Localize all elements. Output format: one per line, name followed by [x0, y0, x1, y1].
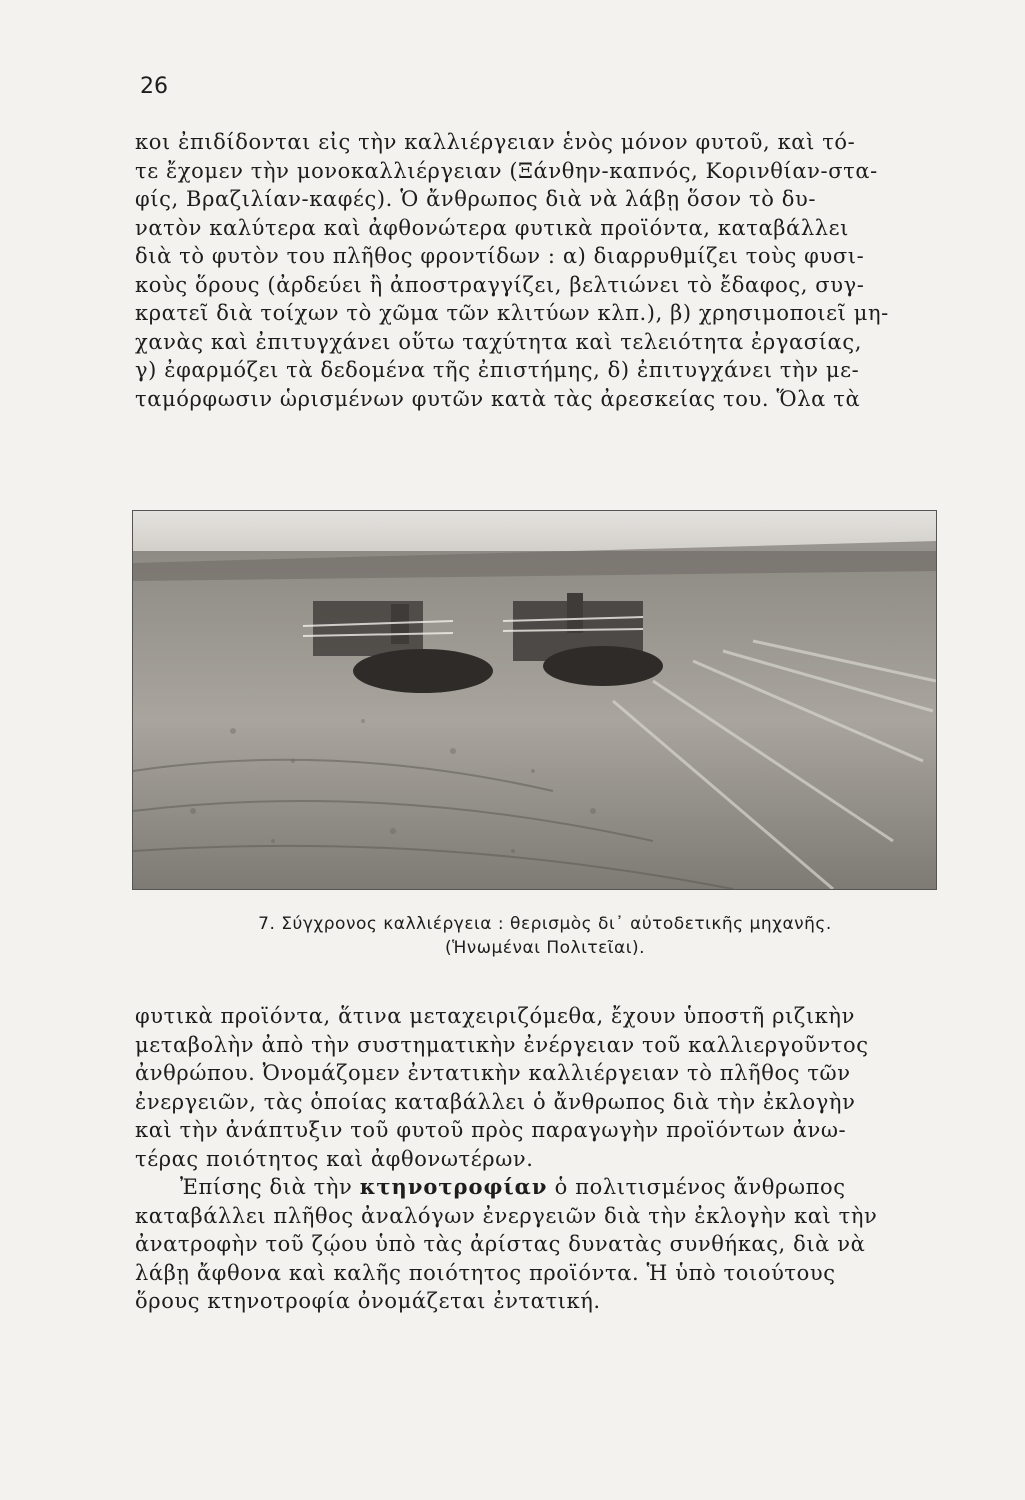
- text-line: καταβάλλει πλῆθος ἀναλόγων ἐνεργειῶν διὰ τὴν ἐκλογὴν καὶ τὴν: [135, 1203, 878, 1228]
- paragraph-intensive-cultivation: [135, 128, 955, 413]
- text-line: ἐνεργειῶν, τὰς ὁποίας καταβάλλει ὁ ἄνθρωπος διὰ τὴν ἐκλογὴν: [135, 1089, 856, 1114]
- text-fragment: Ἐπίσης διὰ τὴν: [180, 1175, 360, 1199]
- text-line: κοι ἐπιδίδονται εἰς τὴν καλλιέργειαν ἑνὸς μόνον φυτοῦ, καὶ τό-: [135, 130, 856, 154]
- text-line: φίς, Βραζιλίαν-καφές). Ὁ ἄνθρωπος διὰ νὰ λάβῃ ὅσον τὸ δυ-: [135, 187, 817, 211]
- text-line: διὰ τὸ φυτὸν του πλῆθος φροντίδων : α) διαρρυθμίζει τοὺς φυσι-: [135, 244, 865, 268]
- text-line: ὅρους κτηνοτροφία ὀνομάζεται ἐντατική.: [135, 1289, 601, 1313]
- text-line: ταμόρφωσιν ὡρισμένων φυτῶν κατὰ τὰς ἀρεσκείας του. Ὅλα τὰ: [135, 386, 861, 411]
- text-line: τέρας ποιότητος καὶ ἀφθονωτέρων.: [135, 1146, 534, 1171]
- caption-line: 7. Σύγχρονος καλλιέργεια : θερισμὸς δι᾽ αὐτοδετικῆς μηχανῆς.: [258, 914, 832, 934]
- text-line: νατὸν καλύτερα καὶ ἀφθονώτερα φυτικὰ προϊόντα, καταβάλλει: [135, 215, 849, 240]
- text-line: μεταβολὴν ἀπὸ τὴν συστηματικὴν ἐνέργειαν τοῦ καλλιεργοῦντος: [135, 1032, 869, 1057]
- text-line: κρατεῖ διὰ τοίχων τὸ χῶμα τῶν κλιτύων κλπ.), β) χρησιμοποιεῖ μη-: [135, 301, 889, 325]
- paragraph-continuation: [135, 1002, 955, 1316]
- bold-term-livestock: κτηνοτροφίαν: [359, 1174, 548, 1199]
- text-line: κοὺς ὅρους (ἀρδεύει ἢ ἀποστραγγίζει, βελτιώνει τὸ ἔδαφος, συγ-: [135, 272, 865, 297]
- harvest-photograph: [132, 510, 937, 890]
- text-line: τε ἔχομεν τὴν μονοκαλλιέργειαν (Ξάνθην-καπνός, Κορινθίαν-στα-: [135, 158, 878, 183]
- figure-caption: [160, 912, 930, 960]
- text-line: καὶ τὴν ἀνάπτυξιν τοῦ φυτοῦ πρὸς παραγωγὴν προϊόντων ἀνω-: [135, 1118, 847, 1142]
- caption-line: (Ἡνωμέναι Πολιτεῖαι).: [444, 938, 646, 958]
- text-line: λάβῃ ἄφθονα καὶ καλῆς ποιότητος προϊόντα. Ἡ ὑπὸ τοιούτους: [135, 1260, 836, 1285]
- harvest-photo-illustration: [133, 511, 936, 889]
- text-fragment: ὁ πολιτισμένος ἄνθρωπος: [547, 1175, 846, 1199]
- text-line: ἀνθρώπου. Ὀνομάζομεν ἐντατικὴν καλλιέργειαν τὸ πλῆθος τῶν: [135, 1061, 851, 1085]
- text-line: χανὰς καὶ ἐπιτυγχάνει οὕτω ταχύτητα καὶ τελειότητα ἐργασίας,: [135, 329, 862, 354]
- text-line: ἀνατροφὴν τοῦ ζῴου ὑπὸ τὰς ἀρίστας δυνατὰς συνθήκας, διὰ νὰ: [135, 1232, 866, 1256]
- text-line: γ) ἐφαρμόζει τὰ δεδομένα τῆς ἐπιστήμης, δ) ἐπιτυγχάνει τὴν με-: [135, 358, 860, 382]
- page-number: 26: [140, 74, 168, 99]
- text-line: φυτικὰ προϊόντα, ἅτινα μεταχειριζόμεθα, ἔχουν ὑποστῆ ριζικὴν: [135, 1004, 855, 1028]
- text-line: [135, 1173, 955, 1202]
